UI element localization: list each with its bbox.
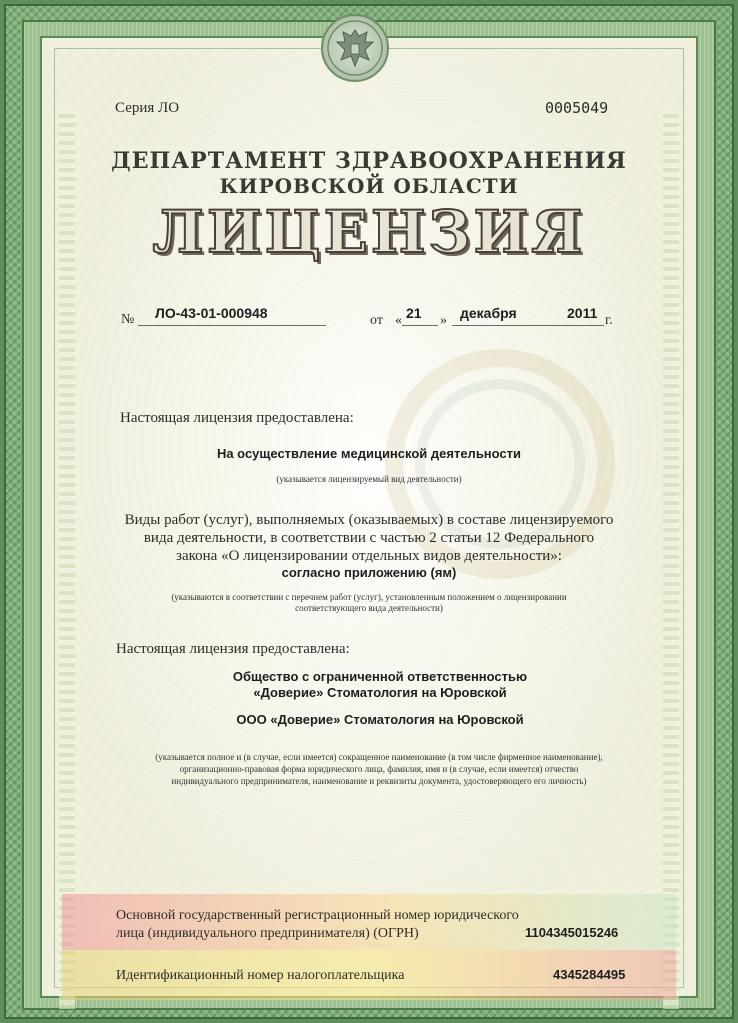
coat-of-arms-emblem: [321, 14, 389, 82]
series-label: Серия ЛО: [115, 100, 180, 116]
organization-name-line2: «Доверие» Стоматология на Юровской: [253, 685, 507, 700]
double-headed-eagle-icon: [323, 16, 387, 80]
department-line2: КИРОВСКОЙ ОБЛАСТИ: [219, 174, 519, 198]
ogrn-label-line2: лица (индивидуального предпринимателя) (ОГРН): [116, 926, 419, 941]
date-month: декабря: [460, 305, 517, 321]
organization-short-name: ООО «Доверие» Стоматология на Юровской: [236, 712, 524, 727]
document-title: ЛИЦЕНЗИЯ: [152, 198, 586, 266]
works-note-line2: соответствующего вида деятельности): [295, 603, 443, 613]
works-text-line3: закона «О лицензировании отдельных видов деятельности»:: [176, 548, 562, 564]
department-line1: ДЕПАРТАМЕНТ ЗДРАВООХРАНЕНИЯ: [111, 148, 627, 174]
date-day-underline: [402, 325, 438, 326]
number-sign: №: [121, 312, 135, 327]
ogrn-value: 1104345015246: [525, 925, 619, 940]
date-quote-close: »: [440, 313, 447, 328]
works-text-line1: Виды работ (услуг), выполняемых (оказываемых) в составе лицензируемого: [124, 512, 614, 528]
organization-name-line1: Общество с ограниченной ответственностью: [232, 669, 528, 684]
year-suffix: г.: [605, 313, 613, 328]
ogrn-label-line1: Основной государственный регистрационный номер юридического: [116, 908, 519, 923]
serial-number: 0005049: [545, 99, 609, 117]
granted-for-label: Настоящая лицензия предоставлена:: [120, 410, 354, 426]
date-month-year-underline: [452, 325, 604, 326]
organization-note-line2: организационно-правовая форма юридического лица, фамилия, имя и (в случае, если имеется) отчество: [179, 764, 579, 774]
date-day: 21: [406, 305, 422, 321]
date-year: 2011: [567, 305, 598, 321]
license-number-underline: [138, 325, 326, 326]
works-text-line2: вида деятельности, в соответствии с частью 2 статьи 12 Федерального: [143, 530, 595, 546]
works-value: согласно приложению (ям): [281, 565, 457, 580]
license-number: ЛО-43-01-000948: [155, 305, 268, 321]
inn-label: Идентификационный номер налогоплательщика: [116, 968, 405, 983]
date-quote-open: «: [395, 313, 402, 328]
works-note-line1: (указываются в соответствии с перечнем работ (услуг), установленным положением о лицензировании: [171, 592, 567, 602]
granted-to-label: Настоящая лицензия предоставлена:: [116, 641, 350, 657]
date-from-label: от: [370, 313, 383, 328]
organization-note-line3: индивидуального предпринимателя, наименование и реквизиты документа, удостоверяющего его личность): [171, 776, 587, 786]
activity-type: На осуществление медицинской деятельности: [216, 446, 522, 461]
inn-value: 4345284495: [553, 967, 626, 982]
organization-note-line1: (указывается полное и (в случае, если имеется) сокращенное наименование (в том числе фирменное наименование),: [155, 752, 603, 762]
activity-type-note: (указывается лицензируемый вид деятельности): [276, 474, 462, 484]
